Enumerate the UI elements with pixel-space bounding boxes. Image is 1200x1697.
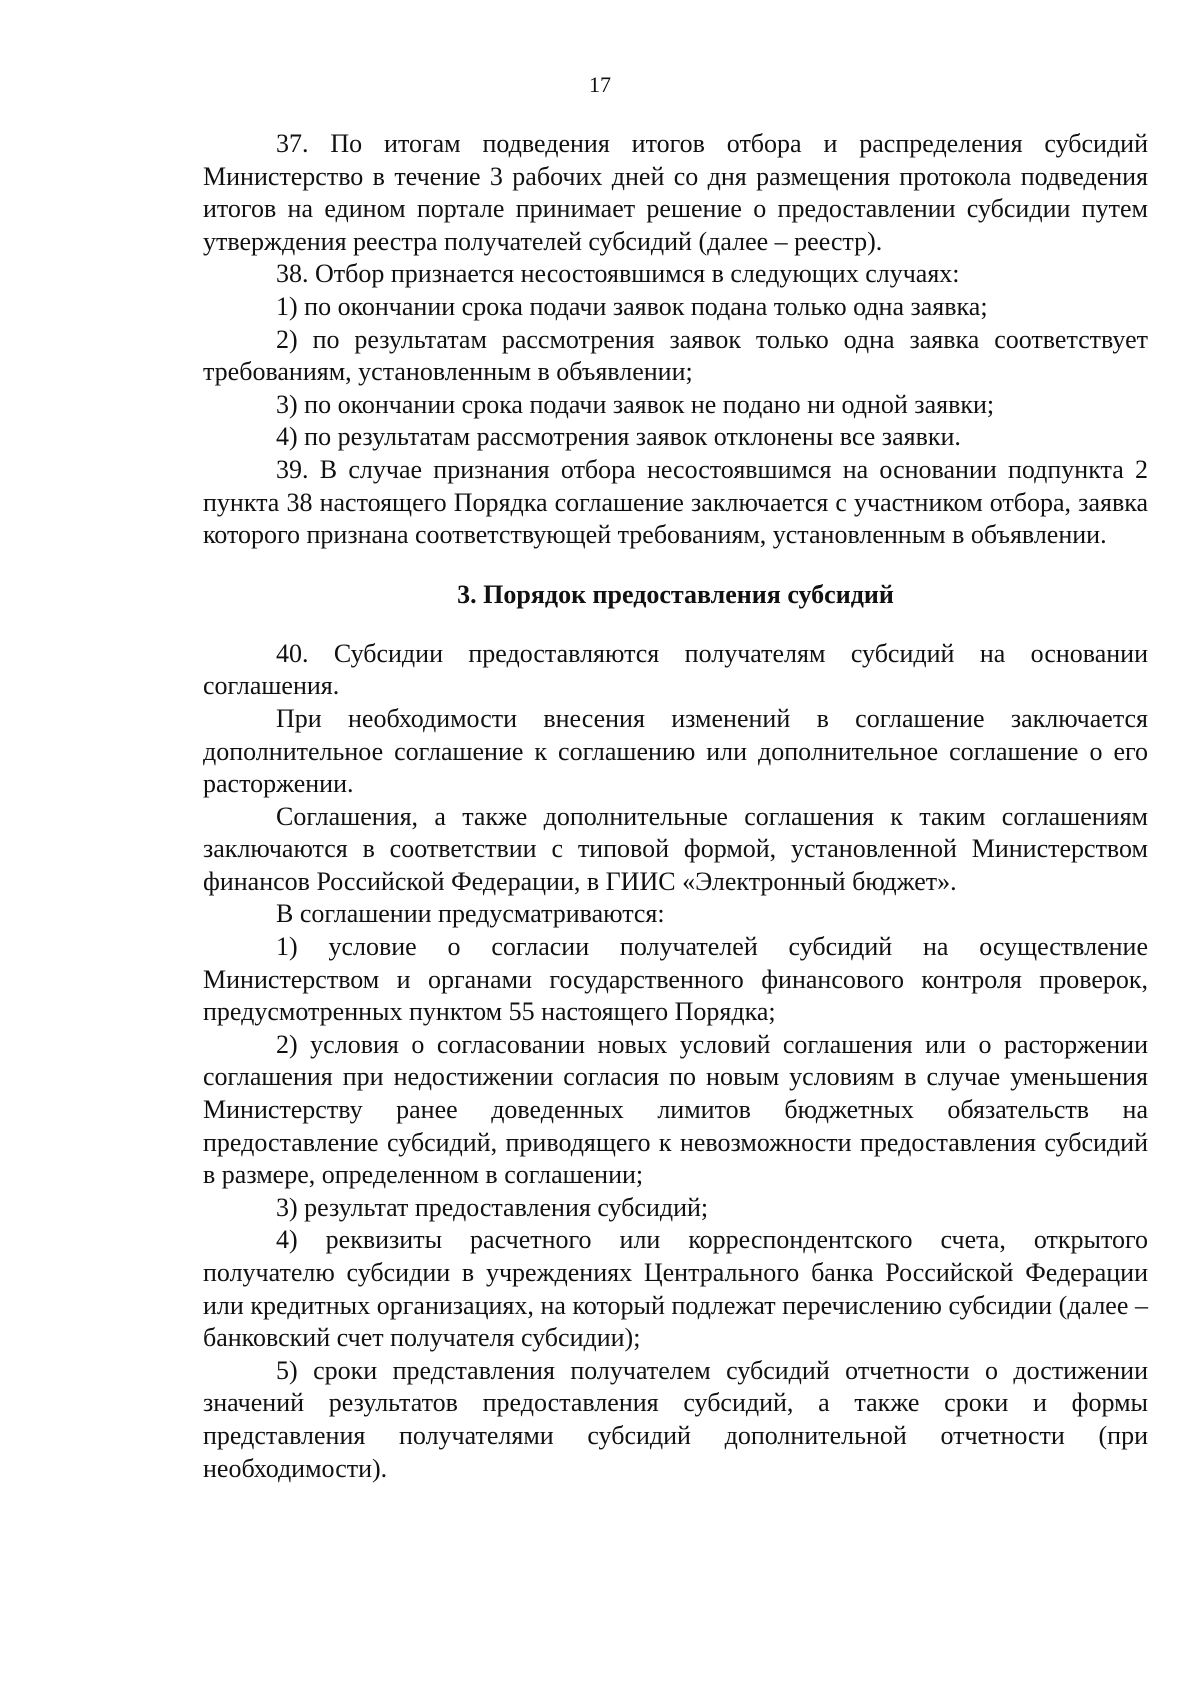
paragraph-40-amendments: При необходимости внесения изменений в соглашение заключается дополнительное соглашение к соглашению или дополнительное соглашение о его расторжении. <box>203 703 1148 799</box>
paragraph-40: 40. Субсидии предоставляются получателям субсидий на основании соглашения. <box>203 638 1148 701</box>
paragraph-38-item-3: 3) по окончании срока подачи заявок не подано ни одной заявки; <box>276 389 995 419</box>
paragraph-38: 38. Отбор признается несостоявшимся в следующих случаях: <box>276 259 960 289</box>
section-title: 3. Порядок предоставления субсидий <box>457 579 894 609</box>
paragraph-38-item-1: 1) по окончании срока подачи заявок подана только одна заявка; <box>276 291 988 321</box>
provision-item-4: 4) реквизиты расчетного или корреспондентского счета, открытого получателю субсидии в учреждениях Центрального банка Российской Федерации или кредитных организациях, на который подлежат перечислению субсидии (далее – банковский счет получателя субсидии); <box>203 1225 1148 1353</box>
paragraph-40-standard-form: Соглашения, а также дополнительные соглашения к таким соглашениям заключаются в соответствии с типовой формой, установленной Министерством финансов Российской Федерации, в ГИИС «Электронный бюджет». <box>203 801 1148 896</box>
provision-item-3: 3) результат предоставления субсидий; <box>276 1192 709 1222</box>
paragraph-38-item-2: 2) по результатам рассмотрения заявок только одна заявка соответствует требованиям, установленным в объявлении; <box>203 324 1148 387</box>
provision-item-5: 5) сроки представления получателем субсидий отчетности о достижении значений результатов предоставления субсидий, а также сроки и формы представления получателями субсидий дополнительной отчетности (при необходимости). <box>203 1355 1148 1483</box>
paragraph-37: 37. По итогам подведения итогов отбора и распределения субсидий Министерство в течение 3 рабочих дней со дня размещения протокола подведения итогов на едином портале принимает решение о предоставлении субсидии путем утверждения реестра получателей субсидий (далее – реестр). <box>203 129 1148 256</box>
document-body <box>203 128 1148 1485</box>
paragraph-39: 39. В случае признания отбора несостоявшимся на основании подпункта 2 пункта 38 настоящего Порядка соглашение заключается с участником отбора, заявка которого признана соответствующей требованиям, установленным в объявлении. <box>203 454 1148 550</box>
page-number: 17 <box>589 72 611 97</box>
provision-item-2: 2) условия о согласовании новых условий соглашения или о расторжении соглашения при недостижении согласия по новым условиям в случае уменьшения Министерству ранее доведенных лимитов бюджетных обязательств на предоставление субсидий, приводящего к невозможности предоставления субсидий в размере, определенном в соглашении; <box>203 1029 1148 1190</box>
paragraph-38-item-4: 4) по результатам рассмотрения заявок отклонены все заявки. <box>276 422 961 452</box>
provision-item-1: 1) условие о согласии получателей субсидий на осуществление Министерством и органами государственного финансового контроля проверок, предусмотренных пунктом 55 настоящего Порядка; <box>203 932 1148 1027</box>
paragraph-40-provisions-intro: В соглашении предусматриваются: <box>276 899 665 929</box>
